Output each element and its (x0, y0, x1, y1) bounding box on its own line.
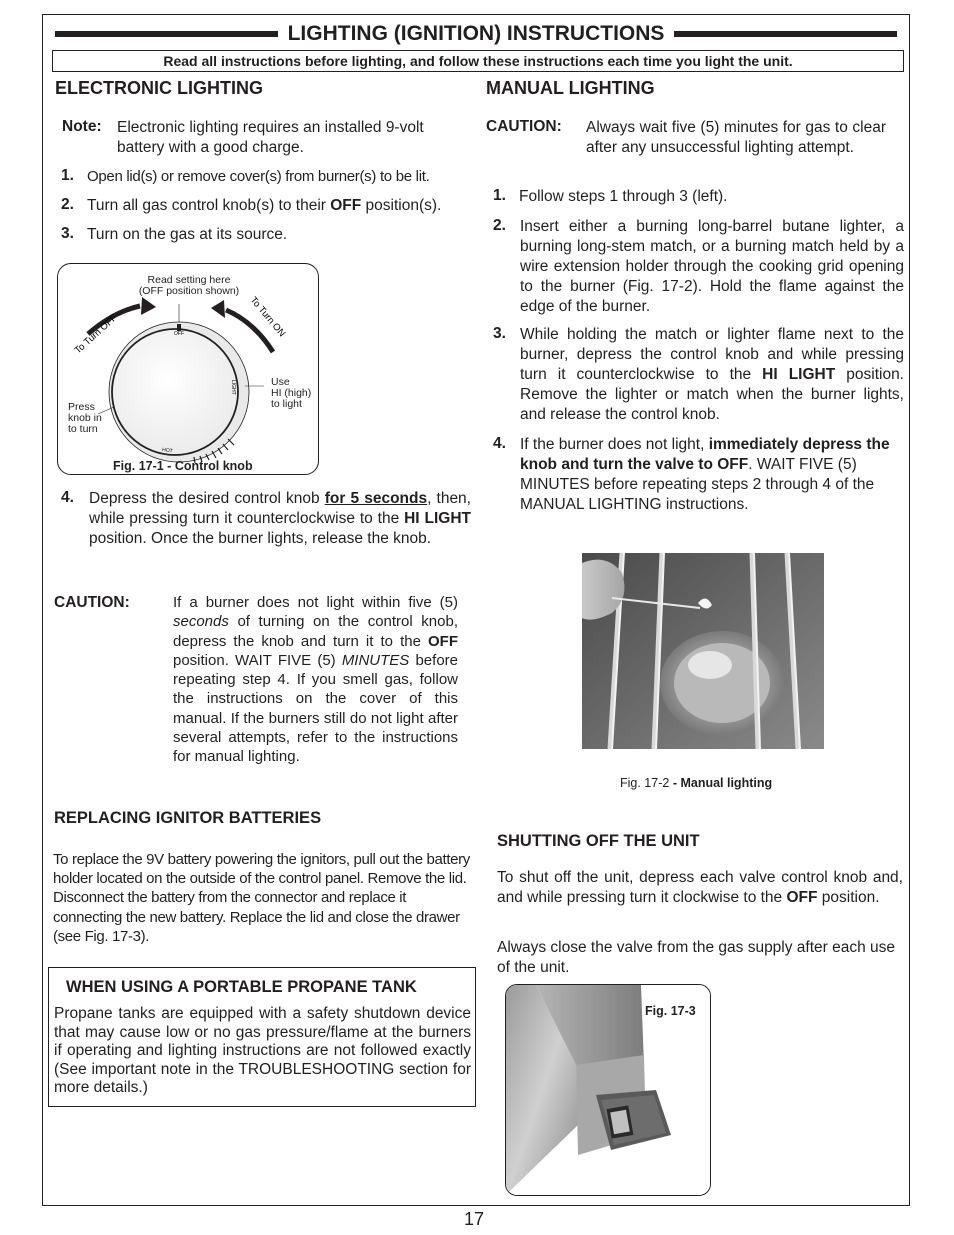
title-row (55, 20, 897, 48)
dial-off-label: OFF (174, 331, 184, 337)
fig3-caption: Fig. 17-3 (645, 1004, 696, 1018)
title-rule-right (674, 31, 897, 37)
use-hi-line3: to light (271, 398, 302, 410)
title-rule-left (55, 31, 278, 37)
e-step1-text: Open lid(s) or remove cover(s) from burner(s) to be lit. (87, 168, 430, 185)
electronic-heading: ELECTRONIC LIGHTING (55, 78, 263, 98)
use-hi-line1: Use (271, 376, 290, 388)
m-step2-num: 2. (493, 217, 506, 234)
read-setting-line2: (OFF position shown) (138, 285, 240, 297)
m-step4-text: If the burner does not light, immediately depress the knob and turn the valve to OFF. WAIT FIVE (5) MINUTES before repeating steps 2 through 4 of the MANUAL LIGHTING instructions. (520, 436, 890, 513)
dial-light-label: LIGHT (230, 380, 236, 395)
dial-hot-label: HOT (161, 447, 174, 455)
m-step4-num: 4. (493, 435, 506, 452)
shutoff-text-2: Always close the valve from the gas supply after each use of the unit. (497, 939, 896, 976)
propane-box (48, 967, 476, 1107)
e-step2-text: Turn all gas control knob(s) to their OFF position(s). (87, 197, 442, 214)
use-hi-line2: HI (high) (271, 387, 312, 399)
instruction-banner: Read all instructions before lighting, and follow these instructions each time you light the unit. (52, 50, 904, 72)
turn-on-label: To Turn ON (247, 294, 288, 340)
m-caution-label: CAUTION: (486, 118, 562, 135)
m-step1-text: Follow steps 1 through 3 (left). (519, 188, 728, 205)
read-setting-line1: Read setting here (147, 274, 231, 286)
m-caution-text: Always wait five (5) minutes for gas to clear after any unsuccessful lighting attempt. (586, 119, 886, 156)
manual-heading: MANUAL LIGHTING (486, 78, 655, 98)
e-caution-label: CAUTION: (54, 594, 130, 611)
turn-off-label: To Turn OFF (72, 312, 120, 357)
arrow-turn-on-head (211, 300, 225, 318)
batteries-heading: REPLACING IGNITOR BATTERIES (54, 809, 322, 827)
batteries-text: To replace the 9V battery powering the ignitors, pull out the battery holder located on the outside of the control panel. Remove the lid. Disconnect the battery from the connector and replace it connecting the new battery. Replace the lid and close the drawer (see Fig. 17-3). (53, 851, 470, 945)
fig1-caption: Fig. 17-1 - Control knob (113, 459, 253, 473)
figure-control-knob (57, 263, 319, 475)
e-step4-num: 4. (61, 489, 74, 506)
m-step3-num: 3. (493, 325, 506, 342)
m-step2-text: Insert either a burning long-barrel butane lighter, a burning long-stem match, or a burning match held by a wire extension holder through the cooking grid opening to the burner (Fig. 17-2). Hold the flame against the edge of the burner. (520, 218, 904, 315)
note-label: Note: (62, 118, 102, 135)
e-caution-text: If a burner does not light within five (5) seconds of turning on the control knob, depress the knob and turn it to the OFF position. WAIT FIVE (5) MINUTES before repeating step 4. If you smell gas, follow the instructions on the cover of this manual. If the burners still do not light after several attempts, refer to the instructions for manual lighting. (173, 594, 458, 766)
e-step1-num: 1. (61, 167, 74, 184)
shutoff-heading: SHUTTING OFF THE UNIT (497, 832, 700, 850)
page-number: 17 (464, 1209, 485, 1229)
figure-battery-holder (505, 984, 711, 1196)
page-title: LIGHTING (IGNITION) INSTRUCTIONS (287, 22, 665, 45)
press-knob-label (68, 402, 102, 435)
arrow-turn-off-head (141, 297, 156, 315)
shutoff-text-1: To shut off the unit, depress each valve control knob and, and while pressing turn it clockwise to the OFF position. (497, 869, 903, 906)
e-step3-text: Turn on the gas at its source. (87, 226, 288, 243)
photo-manual-lighting (582, 553, 824, 749)
e-step3-num: 3. (61, 225, 74, 242)
press-line1: Press (68, 401, 95, 413)
knob (112, 329, 238, 455)
read-setting-label (128, 275, 250, 297)
press-line3: to turn (68, 423, 98, 435)
press-line2: knob in (68, 412, 102, 424)
e-step2-num: 2. (61, 196, 74, 213)
note-text: Electronic lighting requires an installed 9-volt battery with a good charge. (117, 119, 424, 156)
m-step1-num: 1. (493, 187, 506, 204)
fig2-caption: Fig. 17-2 - Manual lighting (620, 776, 773, 790)
m-step3-text: While holding the match or lighter flame next to the burner, depress the control knob and while pressing turn it counterclockwise to the HI LIGHT position. Remove the lighter or match when the burner lights, and release the control knob. (520, 326, 904, 423)
manual-lighting-photo-graphic (582, 553, 824, 749)
propane-heading: WHEN USING A PORTABLE PROPANE TANK (66, 978, 417, 996)
use-hi-label (271, 377, 311, 410)
propane-text: Propane tanks are equipped with a safety shutdown device that may cause low or no gas pressure/flame at the burners if operating and lighting instructions are not followed exactly (See important note in the TROUBLESHOOTING section for more details.) (54, 1005, 471, 1097)
knob-pointer (177, 324, 181, 331)
e-step4-text: Depress the desired control knob for 5 seconds, then, while pressing turn it counterclockwise to the HI LIGHT position. Once the burner lights, release the knob. (89, 490, 471, 547)
